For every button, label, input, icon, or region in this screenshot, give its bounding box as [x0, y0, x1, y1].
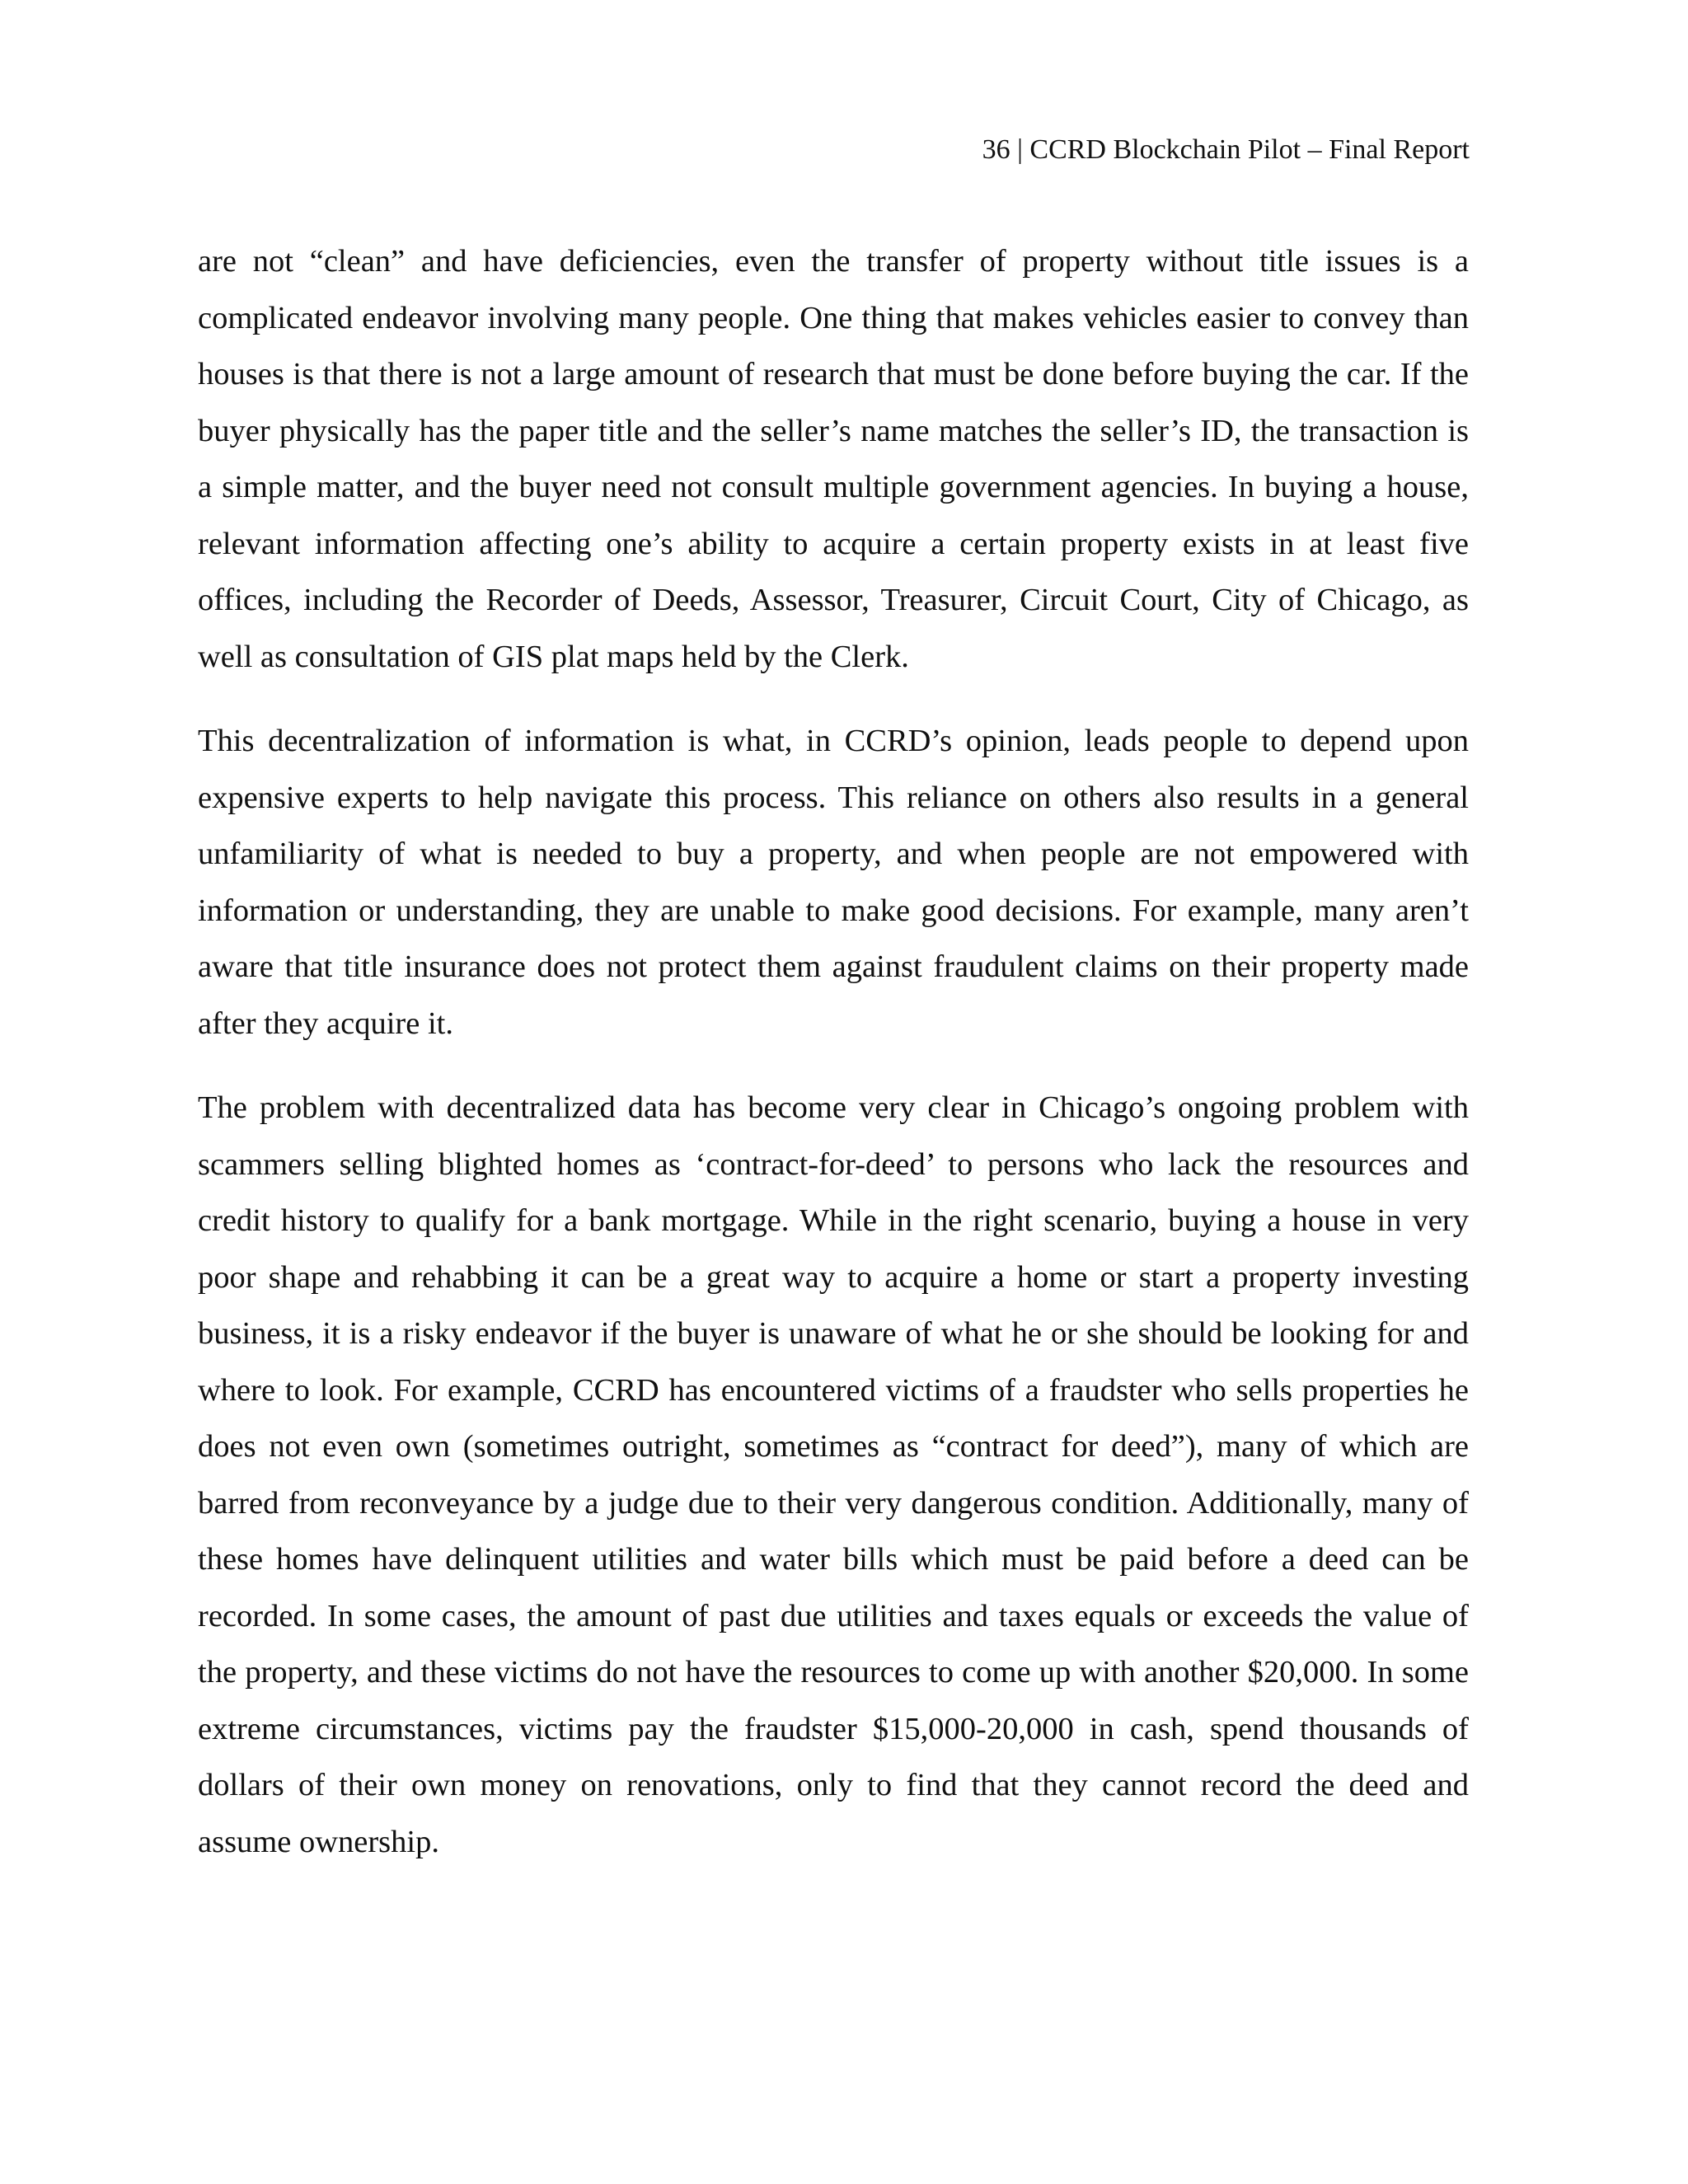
paragraph-2: This decentralization of information is what, in CCRD’s opinion, leads people to depend upon expensive experts to help navigate this process. This reliance on others also results in a general unfamiliarity of what is needed to buy a property, and when people are not empowered with information or understanding, they are unable to make good decisions. For example, many aren’t aware that title insurance does not protect them against fraudulent claims on their property made after they acquire it. [198, 724, 1469, 1041]
report-body [198, 233, 1469, 1898]
running-header: 36 | CCRD Blockchain Pilot – Final Report [982, 134, 1470, 165]
paragraph-3: The problem with decentralized data has become very clear in Chicago’s ongoing problem with scammers selling blighted homes as ‘contract-for-deed’ to persons who lack the resources and credit history to qualify for a bank mortgage. While in the right scenario, buying a house in very poor shape and rehabbing it can be a great way to acquire a home or start a property investing business, it is a risky endeavor if the buyer is unaware of what he or she should be looking for and where to look. For example, CCRD has encountered victims of a fraudster who sells properties he does not even own (sometimes outright, sometimes as “contract for deed”), many of which are barred from reconveyance by a judge due to their very dangerous condition. Additionally, many of these homes have delinquent utilities and water bills which must be paid before a deed can be recorded. In some cases, the amount of past due utilities and taxes equals or exceeds the value of the property, and these victims do not have the resources to come up with another $20,000. In some extreme circumstances, victims pay the fraudster $15,000-20,000 in cash, spend thousands of dollars of their own money on renovations, only to find that they cannot record the deed and assume ownership. [198, 1090, 1469, 1859]
paragraph-1: are not “clean” and have deficiencies, even the transfer of property without title issues is a complicated endeavor involving many people. One thing that makes vehicles easier to convey than houses is that there is not a large amount of research that must be done before buying the car. If the buyer physically has the paper title and the seller’s name matches the seller’s ID, the transaction is a simple matter, and the buyer need not consult multiple government agencies. In buying a house, relevant information affecting one’s ability to acquire a certain property exists in at least five offices, including the Recorder of Deeds, Assessor, Treasurer, Circuit Court, City of Chicago, as well as consultation of GIS plat maps held by the Clerk. [198, 244, 1469, 674]
